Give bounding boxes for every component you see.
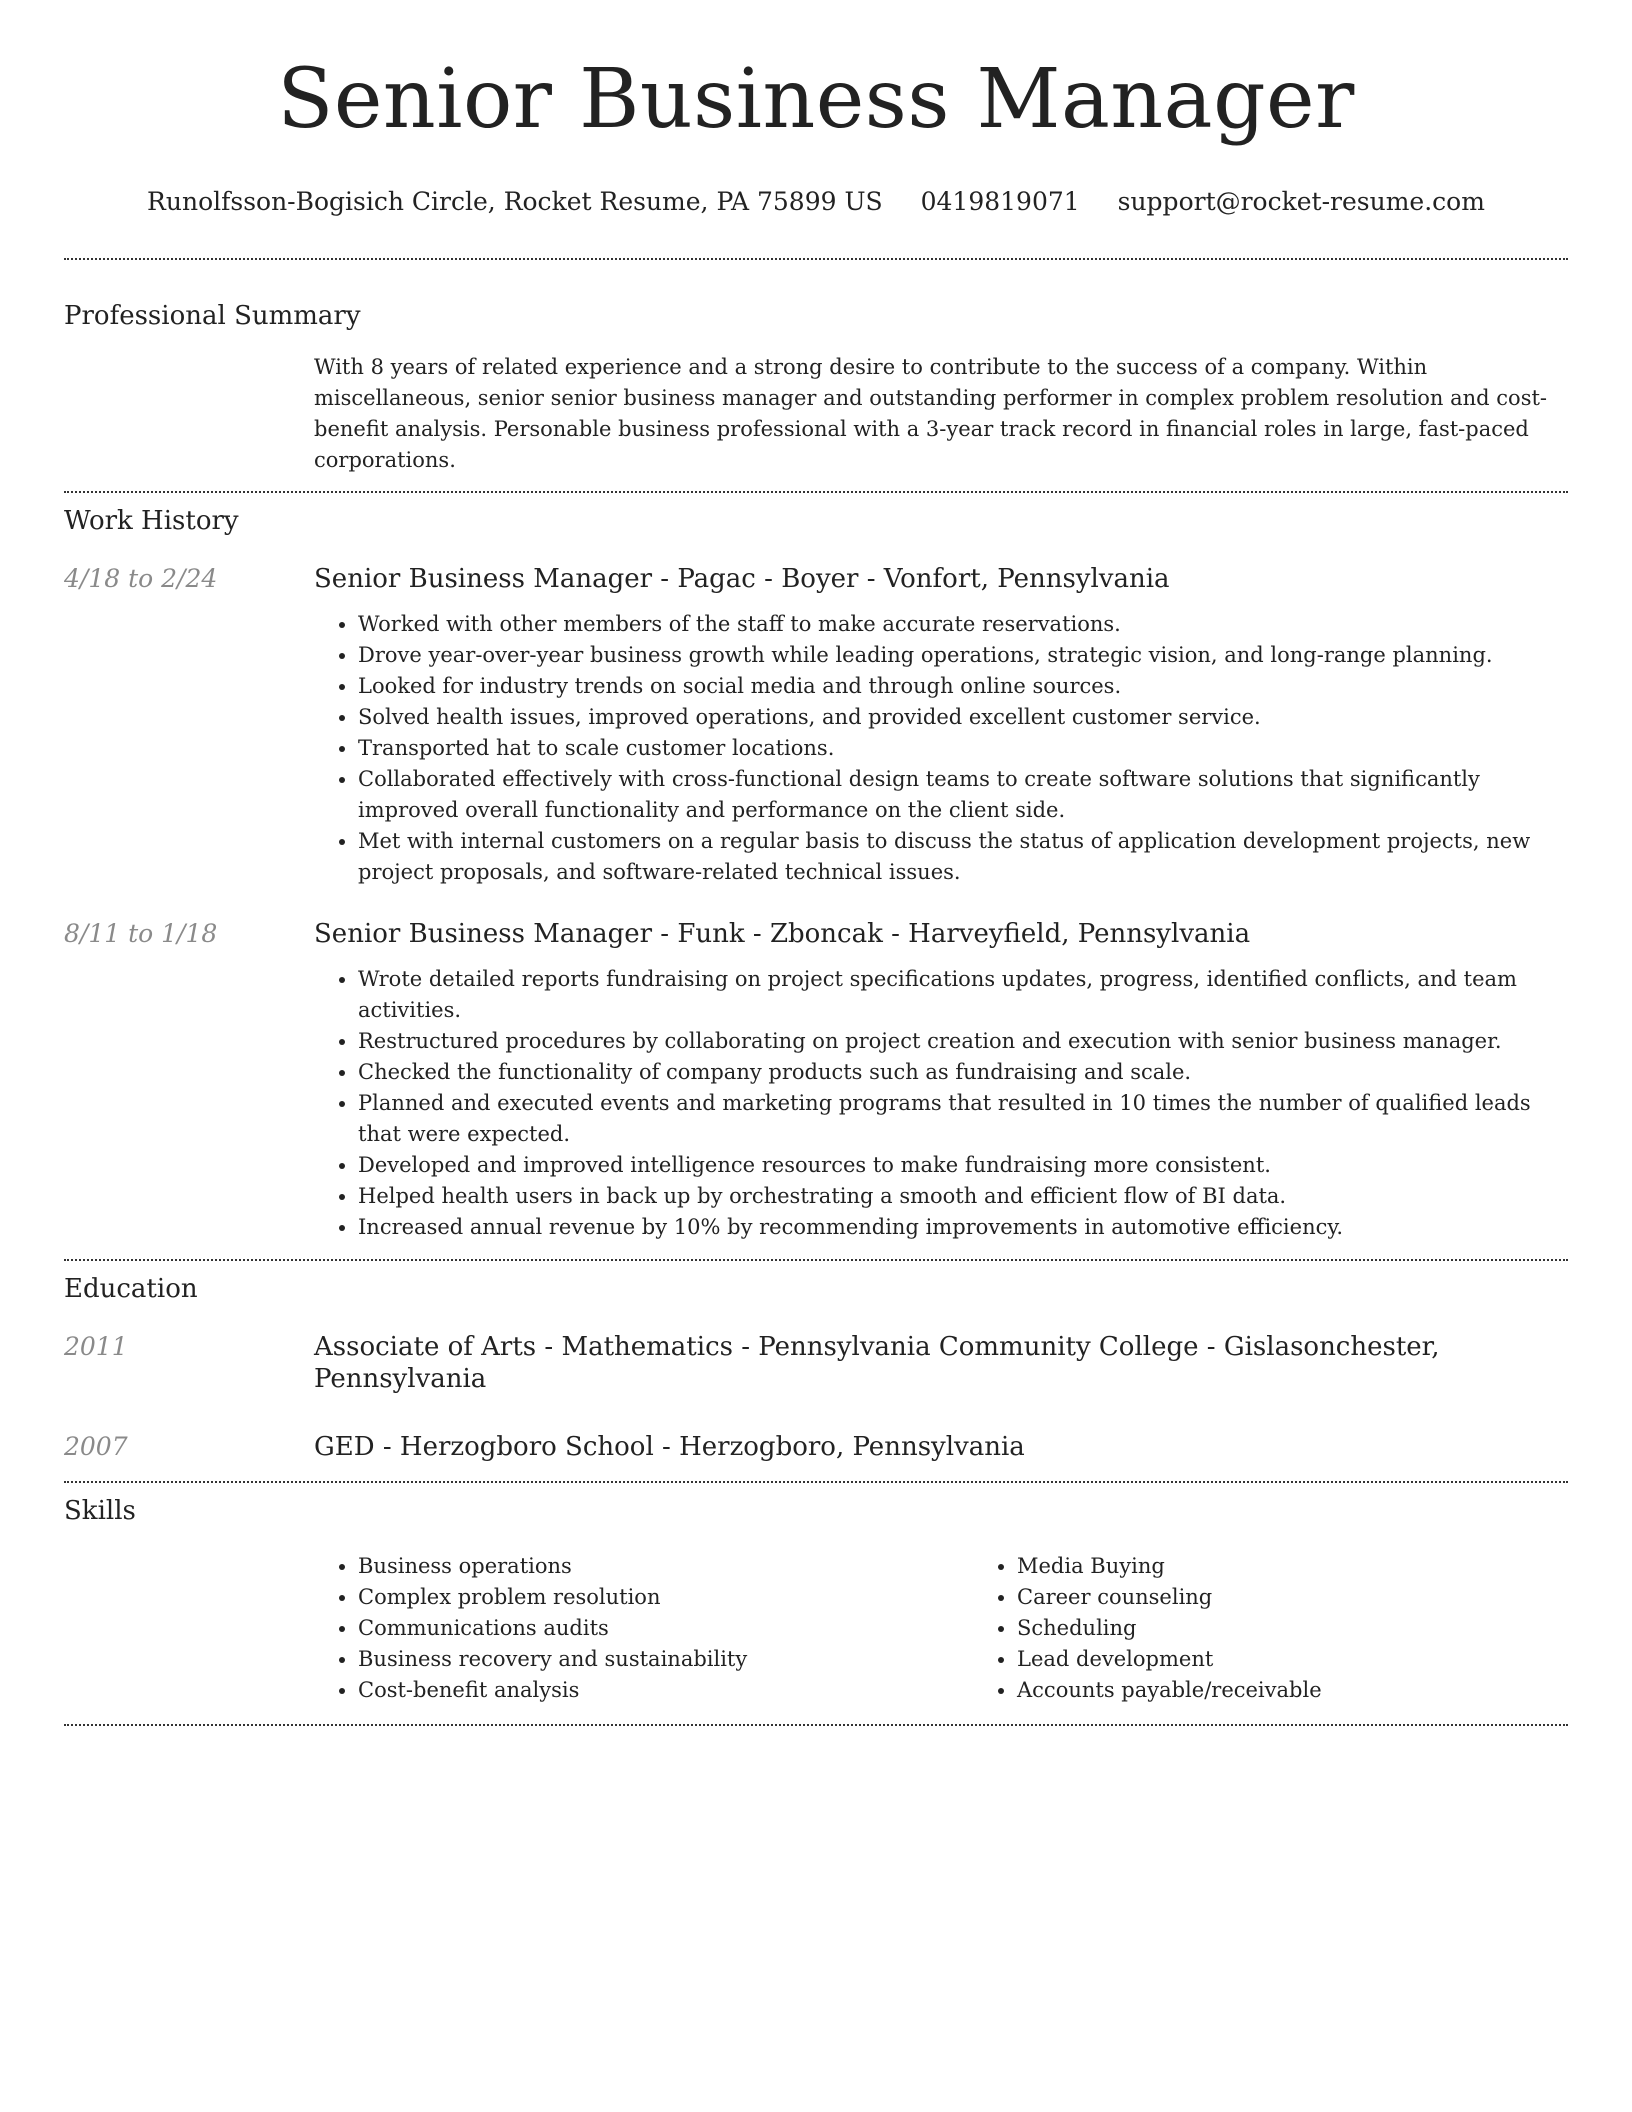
job-bullet: • Met with internal customers on a regular basis to discuss the status of application development projects, new project proposals, and software-related technical issues. bbox=[358, 826, 1568, 888]
skills-row bbox=[64, 1551, 1568, 1706]
skills-columns bbox=[314, 1551, 1632, 1706]
education-title: Education bbox=[64, 1274, 198, 1304]
education-entry bbox=[64, 1431, 1568, 1463]
job-bullets bbox=[314, 609, 1568, 888]
resume-name: Senior Business Manager bbox=[277, 52, 1355, 147]
divider bbox=[64, 1724, 1568, 1726]
summary-title: Professional Summary bbox=[64, 301, 361, 331]
education-text: GED - Herzogboro School - Herzogboro, Pennsylvania bbox=[314, 1432, 1025, 1462]
job-bullet: • Developed and improved intelligence resources to make fundraising more consistent. bbox=[358, 1150, 1568, 1181]
contact-email: support@rocket-resume.com bbox=[1117, 187, 1485, 216]
summary-row bbox=[64, 352, 1568, 476]
divider bbox=[64, 258, 1568, 260]
skill-item: • Media Buying bbox=[1017, 1551, 1632, 1582]
job-bullet: • Checked the functionality of company products such as fundraising and scale. bbox=[358, 1057, 1568, 1088]
job-content bbox=[314, 563, 1568, 888]
skill-item: • Complex problem resolution bbox=[358, 1582, 973, 1613]
job-entry bbox=[64, 563, 1568, 888]
job-bullet: • Wrote detailed reports fundraising on project specifications updates, progress, identified conflicts, and team activities. bbox=[358, 964, 1568, 1026]
job-dates: 4/18 to 2/24 bbox=[64, 564, 218, 593]
skills-list-2 bbox=[973, 1551, 1632, 1706]
job-bullet: • Restructured procedures by collaborating on project creation and execution with senior business manager. bbox=[358, 1026, 1568, 1057]
skill-item: • Accounts payable/receivable bbox=[1017, 1675, 1632, 1706]
divider bbox=[64, 1481, 1568, 1483]
contact-line bbox=[64, 186, 1568, 218]
skill-item: • Scheduling bbox=[1017, 1613, 1632, 1644]
contact-address: Runolfsson-Bogisich Circle, Rocket Resume, PA 75899 US bbox=[147, 187, 883, 216]
job-bullet: • Increased annual revenue by 10% by recommending improvements in automotive efficiency. bbox=[358, 1212, 1568, 1243]
education-text: Associate of Arts - Mathematics - Pennsylvania Community College - Gislasonchester, Pennsylvania bbox=[314, 1332, 1440, 1394]
skill-item: • Cost-benefit analysis bbox=[358, 1675, 973, 1706]
divider bbox=[64, 1259, 1568, 1261]
job-title: Senior Business Manager - Pagac - Boyer - Vonfort, Pennsylvania bbox=[314, 564, 1170, 594]
job-bullet: • Drove year-over-year business growth while leading operations, strategic vision, and long-range planning. bbox=[358, 640, 1568, 671]
work-title: Work History bbox=[64, 506, 239, 536]
skill-item: • Communications audits bbox=[358, 1613, 973, 1644]
job-entry bbox=[64, 918, 1568, 1243]
job-bullets bbox=[314, 964, 1568, 1243]
job-title: Senior Business Manager - Funk - Zboncak - Harveyfield, Pennsylvania bbox=[314, 919, 1251, 949]
skills-list-1 bbox=[314, 1551, 973, 1706]
education-year: 2007 bbox=[64, 1432, 128, 1461]
job-content bbox=[314, 918, 1568, 1243]
skills-spacer bbox=[64, 1551, 314, 1706]
job-bullet: • Planned and executed events and marketing programs that resulted in 10 times the number of qualified leads that were expected. bbox=[358, 1088, 1568, 1150]
job-dates: 8/11 to 1/18 bbox=[64, 919, 218, 948]
summary-spacer bbox=[64, 352, 314, 476]
job-bullet: • Solved health issues, improved operations, and provided excellent customer service. bbox=[358, 702, 1568, 733]
skill-item: • Business operations bbox=[358, 1551, 973, 1582]
divider bbox=[64, 491, 1568, 493]
job-bullet: • Transported hat to scale customer locations. bbox=[358, 733, 1568, 764]
education-year: 2011 bbox=[64, 1332, 128, 1361]
job-bullet: • Worked with other members of the staff to make accurate reservations. bbox=[358, 609, 1568, 640]
summary-text: With 8 years of related experience and a strong desire to contribute to the success of a company. Within miscellaneous, senior senior business manager and outstanding performer in complex problem resolution and cost-benefit analysis. Personable business professional with a 3-year track record in financial roles in large, fast-paced corporations. bbox=[314, 355, 1548, 472]
job-bullet: • Looked for industry trends on social media and through online sources. bbox=[358, 671, 1568, 702]
skill-item: • Lead development bbox=[1017, 1644, 1632, 1675]
job-bullet: • Collaborated effectively with cross-functional design teams to create software solutions that significantly improved overall functionality and performance on the client side. bbox=[358, 764, 1568, 826]
job-bullet: • Helped health users in back up by orchestrating a smooth and efficient flow of BI data. bbox=[358, 1181, 1568, 1212]
skill-item: • Business recovery and sustainability bbox=[358, 1644, 973, 1675]
resume-page bbox=[64, 0, 1568, 1726]
education-entry bbox=[64, 1331, 1568, 1395]
skills-title: Skills bbox=[64, 1496, 136, 1526]
skill-item: • Career counseling bbox=[1017, 1582, 1632, 1613]
contact-phone: 0419819071 bbox=[920, 187, 1080, 216]
